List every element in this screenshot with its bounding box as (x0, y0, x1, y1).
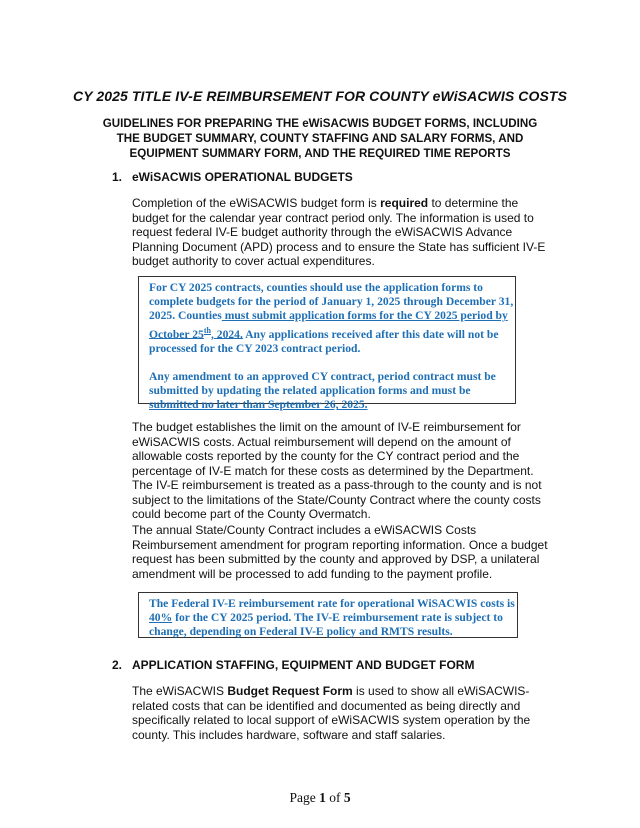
required-emphasis: required (380, 196, 429, 210)
section-2-paragraph-1: The eWiSACWIS Budget Request Form is used to show all eWiSACWIS-related costs that can be identified and documented as being directly and specifically related to local support of eWiSACWIS system operation by the county. This includes hardware, software and staff salaries. (132, 684, 531, 742)
section-1-paragraph-3: The annual State/County Contract includes a eWiSACWIS Costs Reimbursement amendment for program reporting information. Once a budget request has been submitted by the county and approved by DSP, a unilateral amendment will be processed to add funding to the payment profile. (132, 523, 548, 581)
page-number-footer: Page 1 of 5 (289, 790, 351, 805)
deadline-notice-paragraph-2: Any amendment to an approved CY contract, period contract must be submitted by updating the related application forms and must be submitted no later than September 26, 2025. (149, 369, 496, 412)
reimbursement-rate-notice-box (138, 592, 518, 638)
section-1-paragraph-1: Completion of the eWiSACWIS budget form is required to determine the budget for the calendar year contract period only. The information is used to request federal IV-E budget authority through the eWiSACWIS Advance Planning Document (APD) process and to ensure the State has sufficient IV-E budget authority to cover actual expenditures. (132, 196, 546, 268)
deadline-notice-box (138, 276, 516, 412)
section-2-title: APPLICATION STAFFING, EQUIPMENT AND BUDGET FORM (132, 658, 475, 672)
section-1-heading (112, 170, 353, 184)
current-page-number: 1 (319, 790, 326, 805)
page-title: CY 2025 TITLE IV-E REIMBURSEMENT FOR COUNTY eWiSACWIS COSTS (72, 88, 568, 104)
section-2-heading (112, 658, 474, 672)
rate-value: 40% (149, 611, 173, 625)
section-1-title: eWiSACWIS OPERATIONAL BUDGETS (132, 170, 353, 184)
total-page-count: 5 (343, 790, 351, 805)
page-subtitle: GUIDELINES FOR PREPARING THE eWiSACWIS BUDGET FORMS, INCLUDING THE BUDGET SUMMARY, COUNTY STAFFING AND SALARY FORMS, AND EQUIPMENT SUMMARY FORM, AND THE REQUIRED TIME REPORTS (102, 117, 538, 160)
section-1-paragraph-2: The budget establishes the limit on the amount of IV-E reimbursement for eWiSACWIS costs. Actual reimbursement will depend on the amount of allowable costs reported by the county for the CY contract period and the percentage of IV-E match for these costs as determined by the Department. The IV-E reimbursement is treated as a pass-through to the county and is not subject to the limitations of the State/County Contract where the county costs could become part of the County Overmatch. (132, 420, 542, 521)
reimbursement-rate-notice-text: The Federal IV-E reimbursement rate for operational WiSACWIS costs is 40% for the CY 2025 period. The IV-E reimbursement rate is subject to change, depending on Federal IV-E policy and RMTS results. (149, 597, 515, 639)
section-1-number: 1. (112, 170, 123, 184)
budget-request-form-emphasis: Budget Request Form (227, 684, 353, 698)
deadline-notice-paragraph-1: For CY 2025 contracts, counties should use the application forms to complete budgets for the period of January 1, 2025 through December 31, 2025. Counties must submit application forms for the CY 2025 period by October 25th, 2024. Any applications received after this date will not be processed for the CY 2023 contract period. (149, 281, 514, 355)
section-2-number: 2. (112, 658, 123, 672)
